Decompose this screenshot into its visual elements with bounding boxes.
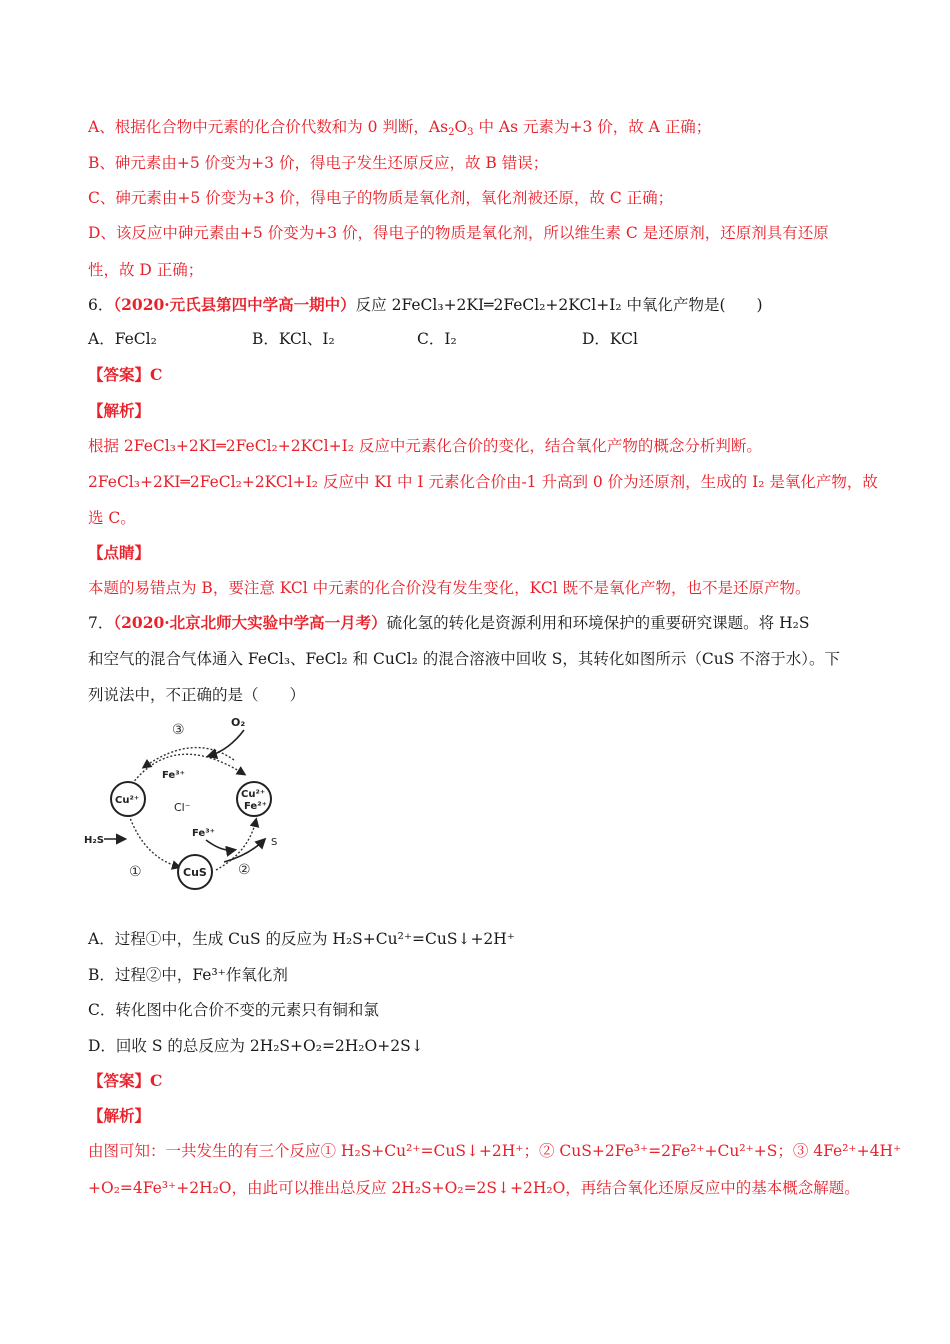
step-3-label: ③	[172, 722, 185, 738]
q6-source: （2020·元氏县第四中学高一期中）	[113, 295, 356, 314]
q7-cycle-diagram	[84, 712, 294, 897]
q7-stem-line-1	[88, 612, 809, 634]
cu-fe-label-2: Fe²⁺	[244, 801, 267, 812]
q7-option-d: D．回收 S 的总反应为 2H₂S+O₂=2H₂O+2S↓	[88, 1037, 424, 1055]
q6-option-d: D．KCl	[582, 330, 638, 348]
o2-arrow	[209, 730, 244, 756]
q6-analysis-line-3: 选 C。	[88, 509, 136, 527]
q7-stem-line-3: 列说法中，不正确的是（ ）	[88, 686, 306, 704]
q7-answer: 【答案】C	[88, 1071, 163, 1090]
q7-source: （2020·北京北师大实验中学高一月考）	[113, 613, 387, 632]
q6-option-a: A．FeCl₂	[88, 330, 157, 348]
q6-option-c: C．I₂	[417, 330, 457, 348]
q6-answer: 【答案】C	[88, 365, 163, 384]
cus-label: CuS	[183, 866, 207, 879]
q7-stem-line-2: 和空气的混合气体通入 FeCl₃、FeCl₂ 和 CuCl₂ 的混合溶液中回收 S，其转化如图所示（CuS 不溶于水）。下	[88, 650, 840, 668]
prev-analysis-line-d2: 性，故 D 正确；	[88, 261, 204, 279]
q6-option-b: B．KCl、I₂	[252, 330, 335, 348]
cl-label: Cl⁻	[174, 801, 191, 814]
q7-option-c: C．转化图中化合价不变的元素只有铜和氯	[88, 1001, 379, 1019]
q6-number: 6．	[88, 296, 114, 314]
cycle-arc-top	[132, 754, 244, 784]
q7-analysis-line-1: 由图可知：一共发生的有三个反应① H₂S+Cu²⁺=CuS↓+2H⁺；② CuS+2Fe³⁺=2Fe²⁺+Cu²⁺+S；③ 4Fe²⁺+4H⁺	[88, 1142, 902, 1160]
q7-option-a: A．过程①中，生成 CuS 的反应为 H₂S+Cu²⁺=CuS↓+2H⁺	[88, 930, 515, 948]
fe3-arrow	[206, 840, 234, 850]
q6-analysis-label: 【解析】	[88, 401, 151, 420]
q7-analysis-label: 【解析】	[88, 1106, 151, 1125]
q6-tip-label: 【点睛】	[88, 543, 151, 562]
cycle-arc-bottom-left	[129, 815, 179, 867]
q6-tip: 本题的易错点为 B，要注意 KCl 中元素的化合价没有发生变化，KCl 既不是氧化产物，也不是还原产物。	[88, 579, 811, 597]
q7-number: 7．	[88, 614, 114, 632]
step-1-label: ①	[129, 864, 142, 880]
step-2-label: ②	[238, 862, 251, 878]
h2s-label: H₂S	[84, 835, 104, 846]
fe3-top-label: Fe³⁺	[162, 770, 185, 781]
fe3-mid-label: Fe³⁺	[192, 828, 215, 839]
cu-fe-label-1: Cu²⁺	[241, 789, 266, 800]
prev-analysis-line-d1: D、该反应中砷元素由+5 价变为+3 价，得电子的物质是氧化剂，所以维生素 C 是还原剂，还原剂具有还原	[88, 224, 829, 242]
q6-analysis-line-1: 根据 2FeCl₃+2KI═2FeCl₂+2KCl+I₂ 反应中元素化合价的变化，结合氧化产物的概念分析判断。	[88, 437, 762, 455]
q7-option-b: B．过程②中，Fe³⁺作氧化剂	[88, 966, 288, 984]
q6-analysis-line-2: 2FeCl₃+2KI═2FeCl₂+2KCl+I₂ 反应中 KI 中 I 元素化合价由-1 升高到 0 价为还原剂，生成的 I₂ 是氧化产物，故	[88, 473, 878, 491]
prev-analysis-line-c: C、砷元素由+5 价变为+3 价，得电子的物质是氧化剂，氧化剂被还原，故 C 正确；	[88, 189, 674, 207]
s-label: S	[271, 837, 278, 848]
cu-label: Cu²⁺	[115, 795, 140, 806]
q7-stem-text-1: 硫化氢的转化是资源利用和环境保护的重要研究课题。将 H₂S	[386, 614, 810, 632]
o2-label: O₂	[231, 716, 246, 729]
prev-analysis-line-b: B、砷元素由+5 价变为+3 价，得电子发生还原反应，故 B 错误；	[88, 154, 549, 172]
prev-analysis-line-a: A、根据化合物中元素的化合价代数和为 0 判断，$As_2O_3$ 中 As 元素为+3 价，故 A 正确；	[88, 118, 712, 138]
q6-stem	[88, 294, 763, 316]
q7-analysis-line-2: +O₂=4Fe³⁺+2H₂O，由此可以推出总反应 2H₂S+O₂=2S↓+2H₂O，再结合氧化还原反应中的基本概念解题。	[88, 1179, 860, 1197]
q6-stem-text: 反应 2FeCl₃+2KI═2FeCl₂+2KCl+I₂ 中氧化产物是( )	[355, 296, 763, 314]
